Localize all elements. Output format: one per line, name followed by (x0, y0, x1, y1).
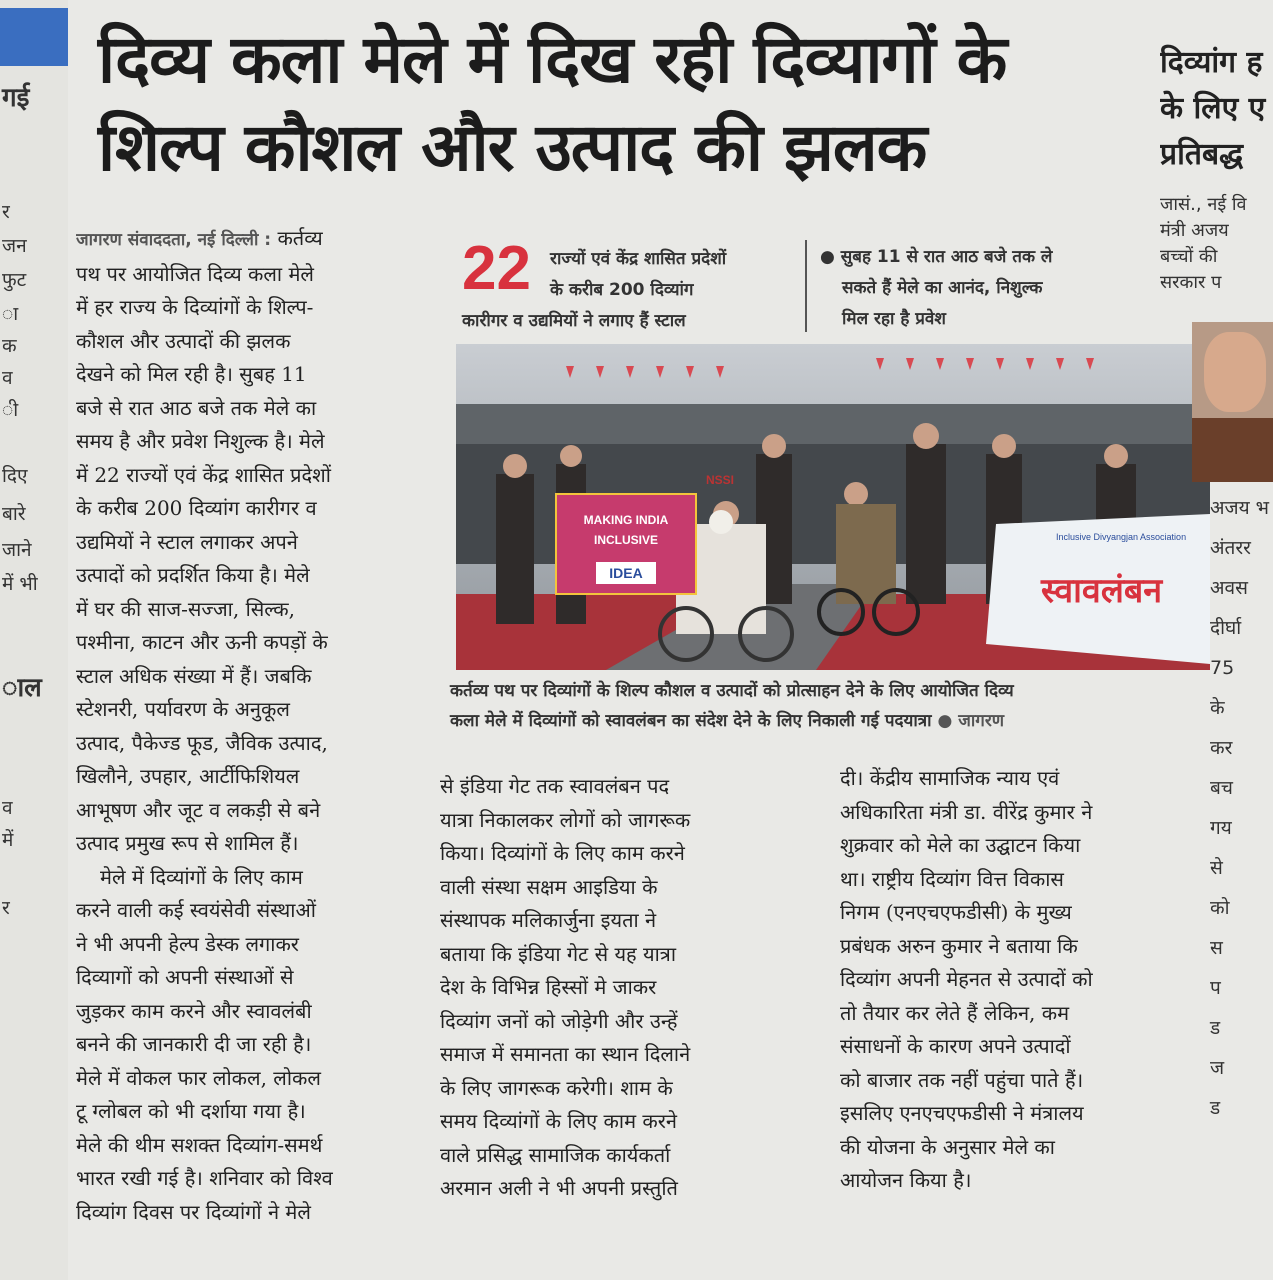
article-line: मेले में दिव्यांगों के लिए काम (100, 864, 303, 889)
left-fragment: गई (2, 83, 30, 113)
article-line: किया। दिव्यांगों के लिए काम करने (440, 841, 685, 865)
article-line: में घर की साज-सज्जा, सिल्क, (76, 596, 296, 621)
banner-2-small: Inclusive Divyangjan Association (1056, 532, 1187, 542)
article-line: ने भी अपनी हेल्प डेस्क लगाकर (76, 931, 299, 956)
headline-line-2: शिल्प कौशल और उत्पाद की झलक (98, 109, 927, 186)
left-fragment: क (2, 335, 17, 357)
article-line: पथ पर आयोजित दिव्य कला मेले (76, 261, 314, 286)
highlight-line: ● सुबह 11 से रात आठ बजे तक ले (820, 247, 1053, 267)
right-fragment-line: अवस (1210, 577, 1248, 599)
minister-face (1204, 332, 1266, 412)
article-line: मेले की थीम सशक्त दिव्यांग-समर्थ (76, 1132, 323, 1157)
article-line: उत्पाद प्रमुख रूप से शामिल हैं। (76, 831, 299, 855)
article-line: देखने को मिल रही है। सुबह 11 (76, 362, 307, 386)
article-line: उद्यमियों ने स्टाल लगाकर अपने (76, 529, 298, 554)
article-line: समय दिव्यांगों के लिए काम करने (440, 1109, 678, 1133)
article-line: अरमान अली ने भी अपनी प्रस्तुति (440, 1176, 678, 1200)
article-line: स्टाल अधिक संख्या में हैं। जबकि (76, 663, 312, 688)
article-line: उत्पादों को प्रदर्शित किया है। मेले (76, 563, 310, 587)
highlight-line: के करीब 200 दिव्यांग (550, 280, 694, 300)
left-fragment: व (2, 797, 13, 819)
article-line: शुक्रवार को मेले का उद्घाटन किया (840, 833, 1081, 857)
highlight-divider (805, 240, 807, 332)
left-fragment: र (2, 897, 10, 919)
article-line: था। राष्ट्रीय दिव्यांग वित्त विकास (840, 866, 1064, 891)
highlight-line: मिल रहा है प्रवेश (842, 309, 946, 329)
left-fragment: ा (2, 303, 19, 325)
article-line: देश के विभिन्न हिस्सों मे जाकर (440, 975, 657, 999)
article-line: अधिकारिता मंत्री डा. वीरेंद्र कुमार ने (840, 799, 1093, 824)
right-fragment-line: को (1210, 897, 1230, 919)
article-line: संसाधनों के कारण अपने उत्पादों (840, 1034, 1071, 1058)
article-line: दिव्यांग अपनी मेहनत से उत्पादों को (840, 967, 1093, 991)
right-head-line: प्रतिबद्ध (1160, 137, 1244, 172)
right-fragment-line: 75 (1210, 657, 1235, 679)
headline (98, 16, 1158, 192)
article-line: आभूषण और जूट व लकड़ी से बने (76, 797, 321, 822)
article-line: स्टेशनरी, पर्यावरण के अनुकूल (76, 697, 290, 721)
banner-1-line-1: MAKING INDIA (583, 513, 669, 527)
article-line: से इंडिया गेट तक स्वावलंबन पद (440, 774, 670, 798)
article-line: जुड़कर काम करने और स्वावलंबी (76, 998, 312, 1023)
minister-photo (1192, 322, 1273, 482)
right-fragment-line: बच (1210, 777, 1233, 799)
left-fragment: ी (2, 399, 19, 421)
left-fragment: व (2, 367, 13, 389)
masthead-blue-block (0, 8, 68, 66)
article-line: बनने की जानकारी दी जा रही है। (76, 1032, 312, 1056)
article-line: में 22 राज्यों एवं केंद्र शासित प्रदेशों (76, 462, 331, 487)
article-line: कर्तव्य (277, 226, 323, 250)
right-fragment-line: ज (1210, 1057, 1225, 1079)
highlight-line: सकते हैं मेले का आनंद, निशुल्क (842, 278, 1043, 298)
article-line: में हर राज्य के दिव्यांगों के शिल्प- (76, 295, 314, 319)
article-line: की योजना के अनुसार मेले का (840, 1134, 1055, 1159)
banner-2-big: स्वावलंबन (1041, 571, 1163, 611)
article-line: प्रबंधक अरुन कुमार ने बताया कि (840, 933, 1078, 958)
right-fragment-line: अंतरर (1210, 537, 1251, 559)
article-line: मेले में वोकल फार लोकल, लोकल (76, 1065, 321, 1090)
right-fragment-line: ड (1210, 1097, 1221, 1119)
right-fragment-line: स (1210, 937, 1223, 959)
article-line: यात्रा निकालकर लोगों को जागरूक (440, 807, 691, 832)
article-line: दिव्यांग जनों को जोड़ेगी और उन्हें (440, 1008, 678, 1033)
right-head-line: दिव्यांग ह (1160, 45, 1263, 80)
right-head-line: के लिए ए (1160, 91, 1266, 126)
highlight-box-2 (820, 242, 1150, 335)
right-byline-line: जासं., नई वि (1160, 194, 1247, 215)
right-lower-fragments (1210, 488, 1269, 1128)
article-line: समय है और प्रवेश निशुल्क है। मेले (76, 429, 325, 453)
photo-caption (450, 676, 1210, 736)
article-line: वाली संस्था सक्षम आइडिया के (440, 874, 658, 899)
article-line: बजे से रात आठ बजे तक मेले का (76, 395, 317, 420)
highlight-line: कारीगर व उद्यमियों ने लगाए हैं स्टाल (462, 311, 686, 331)
left-fragment: दिए (2, 465, 28, 487)
article-line: इसलिए एनएचएफडीसी ने मंत्रालय (840, 1101, 1084, 1125)
left-fragment: जन (2, 235, 27, 257)
left-fragment: जाने (2, 539, 32, 561)
article-line: के करीब 200 दिव्यांग कारीगर व (76, 496, 317, 520)
article-line: टू ग्लोबल को भी दर्शाया गया है। (76, 1099, 306, 1123)
headline-line-1: दिव्य कला मेले में दिख रही दिव्यागों के (98, 21, 1007, 98)
caption-line-1: कर्तव्य पथ पर दिव्यांगों के शिल्प कौशल व उत्पादों को प्रोत्साहन देने के लिए आयोजित दिव्य (450, 681, 1014, 701)
article-line: दी। केंद्रीय सामाजिक न्याय एवं (840, 766, 1060, 790)
article-line: आयोजन किया है। (840, 1168, 972, 1192)
article-line: बताया कि इंडिया गेट से यह यात्रा (440, 941, 677, 966)
article-line: के लिए जागरूक करेगी। शाम के (440, 1075, 673, 1100)
left-fragment: ाल (2, 673, 42, 703)
article-column-2 (440, 770, 826, 1206)
byline: जागरण संवाददता, नई दिल्ली : (76, 230, 272, 250)
news-photo (456, 344, 1210, 670)
article-line: कौशल और उत्पादों की झलक (76, 328, 291, 353)
left-neighbor-column (0, 0, 68, 1280)
article-line: वाले प्रसिद्ध सामाजिक कार्यकर्ता (440, 1142, 671, 1167)
right-fragment-line: दीर्घा (1210, 617, 1242, 639)
caption-source: ● जागरण (937, 711, 1005, 731)
article-line: समाज में समानता का स्थान दिलाने (440, 1042, 691, 1066)
shirt-badge: NSSI (706, 473, 735, 487)
column-1-lines (76, 258, 430, 1230)
left-fragment: र (2, 201, 10, 223)
left-fragment: में भी (2, 573, 38, 595)
right-fragment-line: के (1210, 697, 1225, 719)
right-fragment-line: कर (1210, 737, 1233, 759)
banner-1-logo: IDEA (609, 565, 643, 581)
right-fragment-line: अजय भ (1210, 497, 1270, 519)
article-line: दिव्यागों को अपनी संस्थाओं से (76, 965, 294, 989)
left-fragment: बारे (2, 503, 26, 525)
right-byline-line: बच्चों की (1160, 246, 1218, 267)
article-line: संस्थापक मलिकार्जुना इयता ने (440, 908, 657, 932)
caption-line-2 (450, 706, 1210, 736)
right-neighbor-column (1160, 40, 1273, 1280)
right-byline-line: मंत्री अजय (1160, 220, 1229, 241)
article-line: भारत रखी गई है। शनिवार को विश्व (76, 1166, 333, 1190)
article-line: तो तैयार कर लेते हैं लेकिन, कम (840, 1000, 1070, 1025)
highlight-line: राज्यों एवं केंद्र शासित प्रदेशों (550, 249, 727, 269)
article-line: पश्मीना, काटन और ऊनी कपड़ों के (76, 630, 328, 654)
article-line: करने वाली कई स्वयंसेवी संस्थाओं (76, 898, 316, 922)
right-fragment-line: ड (1210, 1017, 1221, 1039)
article-line: खिलौने, उपहार, आर्टीफिशियल (76, 764, 300, 788)
column-2-lines (440, 770, 826, 1206)
right-byline-line: सरकार प (1160, 272, 1222, 293)
minister-coat (1192, 418, 1273, 482)
right-fragment-line: प (1210, 977, 1221, 999)
right-fragment-line: से (1210, 857, 1223, 879)
article-line: उत्पाद, पैकेज्ड फूड, जैविक उत्पाद, (76, 730, 328, 755)
caption-line-2-text: कला मेले में दिव्यांगों को स्वावलंबन का संदेश देने के लिए निकाली गई पदयात्रा (450, 711, 932, 731)
article-first-line (76, 222, 430, 258)
article-line: को बाजार तक नहीं पहुंचा पाते हैं। (840, 1067, 1084, 1092)
article-line: दिव्यांग दिवस पर दिव्यांगों ने मेले (76, 1199, 311, 1224)
article-column-1 (76, 222, 430, 1229)
highlight-number: 22 (462, 234, 531, 303)
banner-1-line-2: INCLUSIVE (593, 533, 659, 547)
right-fragment-line: गय (1210, 817, 1232, 839)
photo-illustration (456, 344, 1210, 670)
left-fragment: में (2, 829, 14, 851)
left-fragment: फुट (2, 269, 27, 291)
article-line: निगम (एनएचएफडीसी) के मुख्य (840, 900, 1072, 924)
